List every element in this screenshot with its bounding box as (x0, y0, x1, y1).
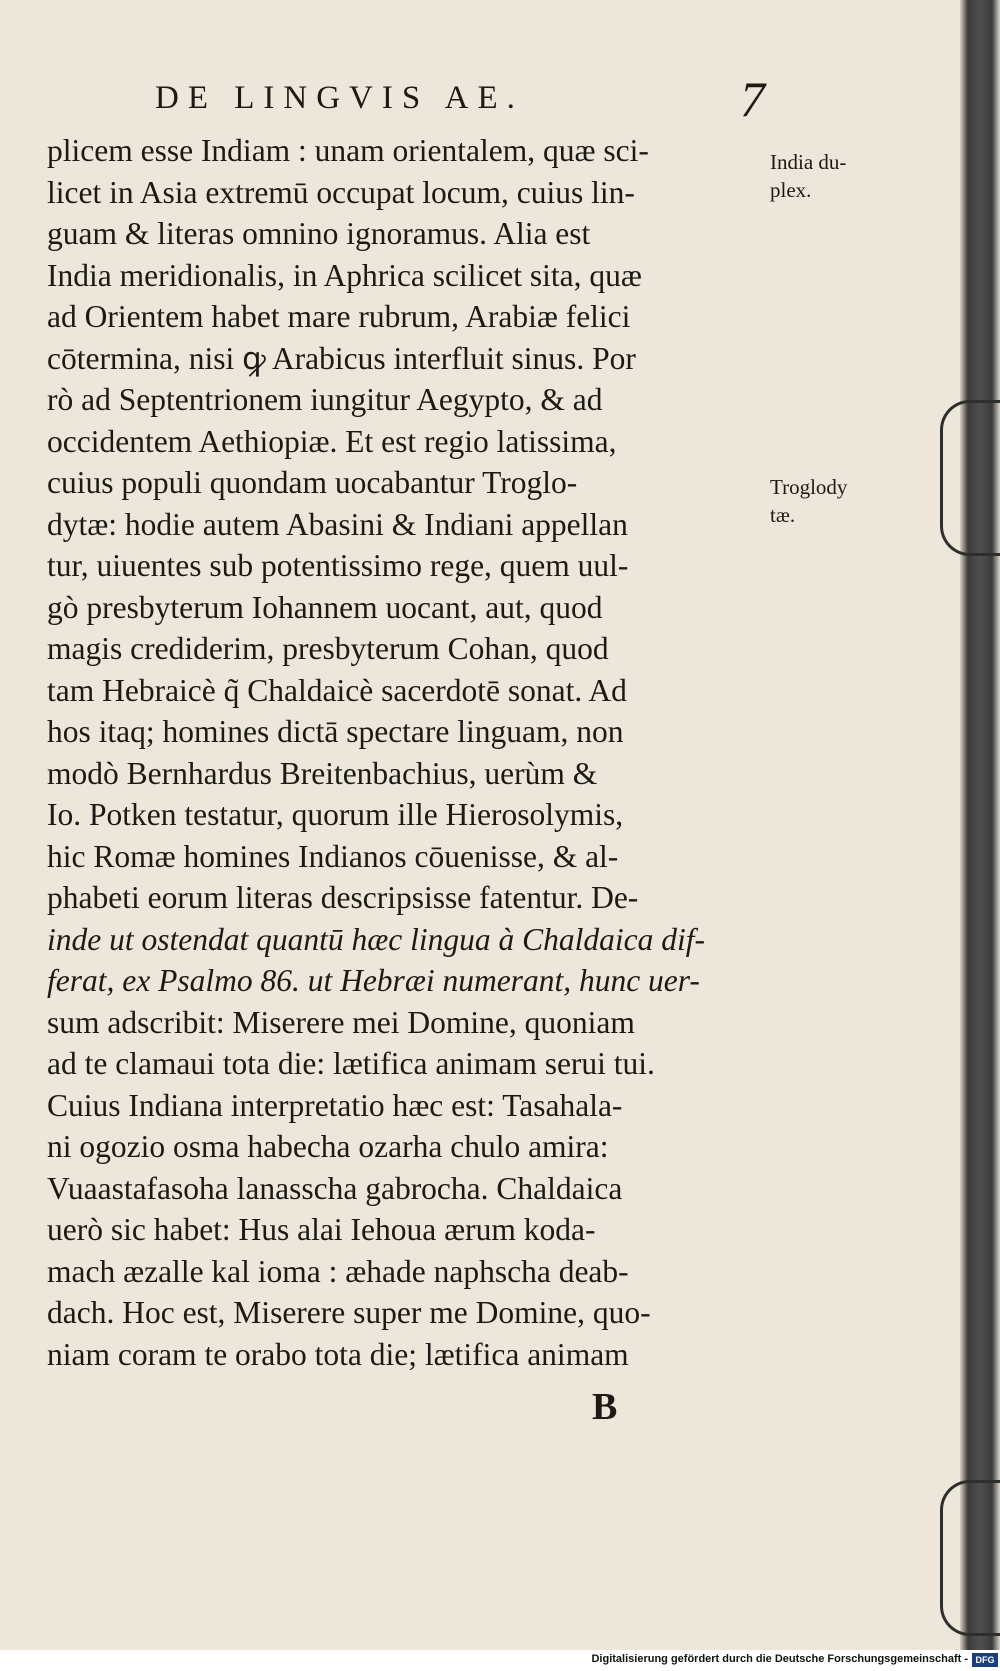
running-head: DE LINGVIS AE. (155, 80, 524, 116)
dfg-logo-icon: DFG (972, 1653, 998, 1667)
text-line: ni ogozio osma habecha ozarha chulo amira: (47, 1129, 609, 1164)
folio-number: 7 (740, 71, 765, 127)
text-line: India meridionalis, in Aphrica scilicet sita, quæ (47, 257, 642, 293)
text-line: dytæ: hodie autem Abasini & Indiani appellan (47, 506, 628, 542)
text-line: licet in Asia extremū occupat locum, cuius lin- (47, 174, 635, 210)
text-line: dach. Hoc est, Miserere super me Domine, quo- (47, 1295, 651, 1330)
text-line: guam & literas omnino ignoramus. Alia est (47, 216, 591, 251)
margin-note-line: Troglody (770, 475, 848, 499)
funding-credit: Digitalisierung gefördert durch die Deutsche Forschungsgemeinschaft - (591, 1653, 968, 1665)
body-text (47, 130, 757, 1375)
text-line: mach æzalle kal ioma : æhade naphscha deab- (47, 1253, 629, 1289)
text-line: Cuius Indiana interpretatio hæc est: Tasahala- (47, 1087, 623, 1123)
text-line: ad Orientem habet mare rubrum, Arabiæ felici (47, 299, 631, 334)
text-line: rò ad Septentrionem iungitur Aegypto, & ad (47, 382, 603, 417)
text-line: tam Hebraicè q̃ Chaldaicè sacerdotē sonat. Ad (47, 672, 627, 708)
text-line: ferat, ex Psalmo 86. ut Hebræi numerant, hunc uer- (47, 963, 700, 998)
text-line: niam coram te orabo tota die; lætifica animam (47, 1336, 629, 1372)
text-line: hos itaq; homines dictā spectare linguam, non (47, 714, 624, 749)
margin-note-troglodytae (770, 473, 847, 529)
text-line: cuius populi quondam uocabantur Troglo- (47, 465, 578, 500)
signature-mark: B (592, 1386, 618, 1428)
footer-bar (0, 1650, 1000, 1671)
text-line: uerò sic habet: Hus alai Iehoua ærum koda- (47, 1212, 596, 1247)
margin-note-line: India du- (770, 150, 847, 174)
margin-note-line: tæ. (770, 503, 796, 527)
margin-note-line: plex. (770, 178, 812, 202)
text-line: tur, uiuentes sub potentissimo rege, quem uul- (47, 548, 629, 583)
clasp-ring-bottom (940, 1480, 1000, 1636)
text-line: plicem esse Indiam : unam orientalem, quæ sci- (47, 133, 649, 168)
text-line: modò Bernhardus Breitenbachius, uerùm & (47, 755, 598, 791)
text-line: ad te clamaui tota die: lætifica animam serui tui. (47, 1046, 655, 1081)
text-line: inde ut ostendat quantū hæc lingua à Chaldaica dif- (47, 921, 705, 957)
text-line: Io. Potken testatur, quorum ille Hierosolymis, (47, 797, 624, 832)
text-line: occidentem Aethiopiæ. Et est regio latissima, (47, 423, 617, 459)
text-line: gò presbyterum Iohannem uocant, aut, quod (47, 589, 603, 625)
page-edge-shadow (960, 0, 1000, 1650)
text-line: phabeti eorum literas descripsisse fatentur. De- (47, 880, 639, 915)
clasp-ring-top (940, 400, 1000, 556)
text-line: cōtermina, nisi ꝙ Arabicus interfluit sinus. Por (47, 340, 636, 376)
text-line: hic Romæ homines Indianos cōuenisse, & al- (47, 838, 619, 874)
margin-note-india (770, 148, 846, 204)
text-line: magis crediderim, presbyterum Cohan, quod (47, 631, 609, 666)
text-line: Vuaastafasoha lanasscha gabrocha. Chaldaica (47, 1170, 623, 1206)
text-line: sum adscribit: Miserere mei Domine, quoniam (47, 1004, 635, 1040)
